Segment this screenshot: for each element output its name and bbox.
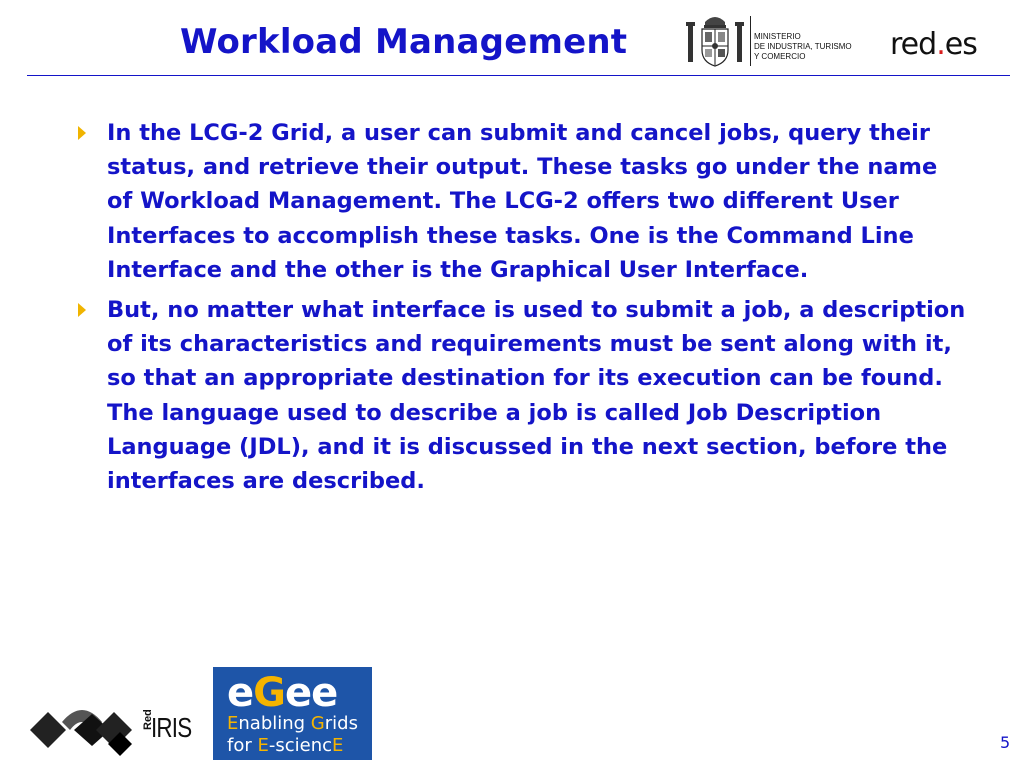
egee-letter-e: e	[227, 670, 254, 716]
bullet-text: But, no matter what interface is used to submit a job, a description of its characteristics and requirements must be sent along with it, so that an appropriate destination for its execution can be found. The language used to describe a job is called Job Description Language (JDL), and it is discussed in the next section, before the interfaces are described.	[107, 297, 966, 495]
egee-tagline-1c: G	[310, 713, 325, 734]
rediris-red-label: Red	[142, 709, 154, 730]
rediris-logo	[30, 700, 195, 760]
bullet-arrow-icon	[78, 126, 86, 140]
bullet-arrow-icon	[78, 303, 86, 317]
egee-wordmark	[227, 670, 337, 716]
egee-tagline-1d: rids	[324, 713, 358, 734]
egee-tagline-2c: -scienc	[268, 735, 333, 756]
bullet-item	[76, 293, 966, 498]
egee-letters-ee: ee	[284, 670, 338, 716]
slide-title: Workload Management	[180, 22, 628, 62]
redes-dot: .	[936, 27, 945, 62]
rediris-iris-label: IRIS	[151, 712, 192, 743]
egee-tagline-2b: E	[257, 735, 269, 756]
ministry-line-2: DE INDUSTRIA, TURISMO	[754, 42, 852, 51]
ministry-divider	[750, 16, 751, 66]
bullet-item	[76, 116, 966, 287]
rediris-logo-icon	[30, 700, 135, 760]
ministry-line-1: MINISTERIO	[754, 32, 801, 41]
egee-tagline-2a: for	[227, 735, 258, 756]
egee-tagline-1a: E	[227, 713, 239, 734]
ministry-line-3: Y COMERCIO	[754, 52, 806, 61]
egee-logo	[213, 667, 372, 760]
title-divider	[27, 75, 1010, 76]
ministry-logo	[686, 12, 866, 70]
bullet-list	[76, 116, 966, 504]
egee-letter-g: G	[253, 670, 285, 716]
egee-tagline-2d: E	[332, 735, 344, 756]
redes-part-1: red	[890, 27, 937, 62]
ministry-name	[754, 32, 852, 62]
spanish-coat-of-arms-icon	[686, 12, 744, 70]
redes-logo	[890, 27, 977, 62]
bullet-text: In the LCG-2 Grid, a user can submit and cancel jobs, query their status, and retrieve their output. These tasks go under the name of Workload Management. The LCG-2 offers two different User Interfaces to accomplish these tasks. One is the Command Line Interface and the other is the Graphical User Interface.	[107, 120, 938, 283]
egee-tagline-line-2	[227, 735, 343, 756]
egee-tagline-1b: nabling	[238, 713, 311, 734]
page-number: 5	[1000, 733, 1011, 752]
redes-part-2: es	[944, 27, 977, 62]
egee-tagline-line-1	[227, 713, 358, 734]
